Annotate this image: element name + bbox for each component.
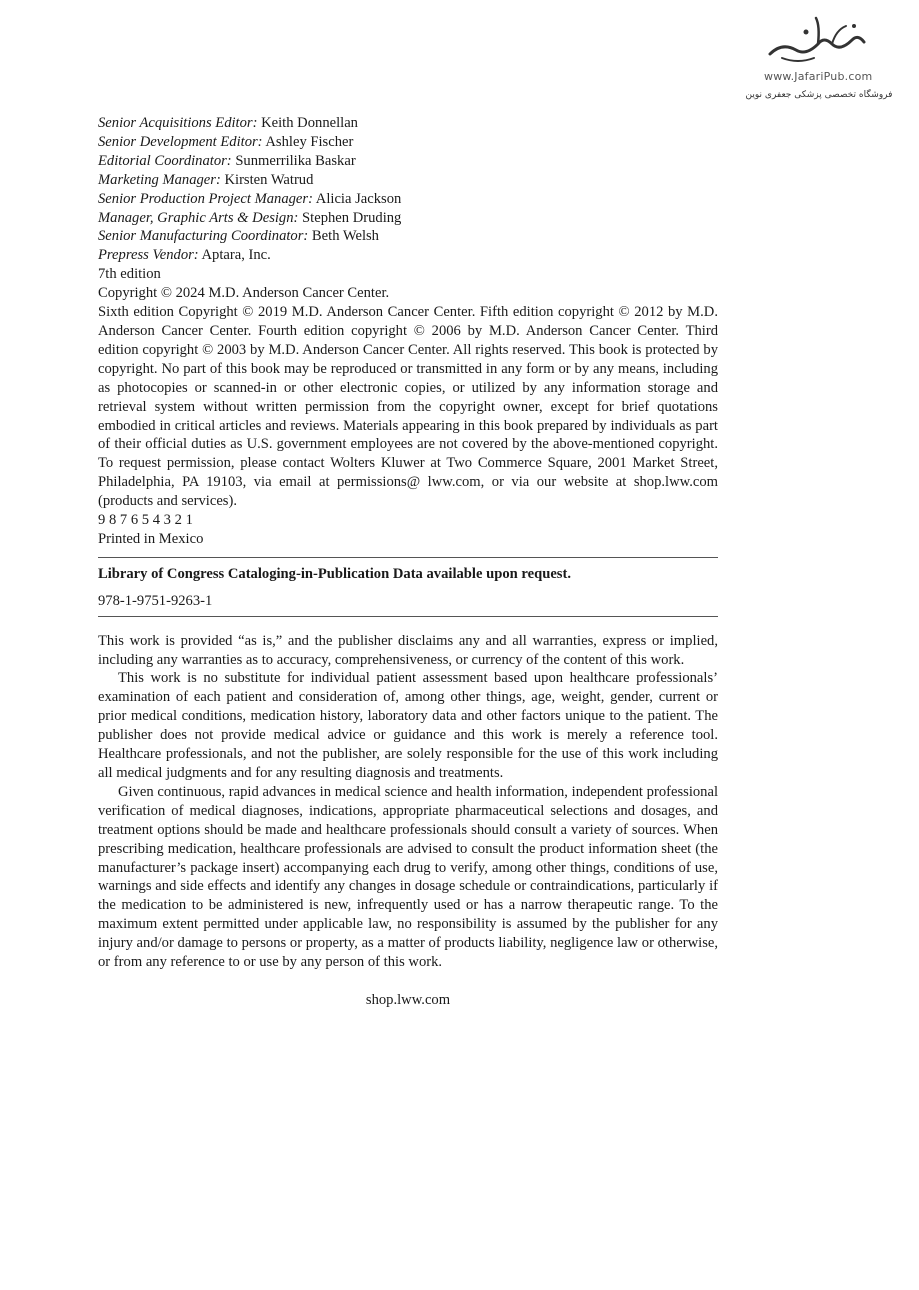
- credit-name: Keith Donnellan: [261, 115, 358, 131]
- credit-name: Sunmerrilika Baskar: [235, 152, 356, 169]
- divider: [98, 616, 718, 617]
- credit-role: Senior Production Project Manager:: [98, 190, 313, 207]
- credit-line: [98, 152, 718, 171]
- disclaimer-paragraph: This work is no substitute for individual patient assessment based upon healthcare professionals’ examination of each patient and consideration of, among other things, age, weight, gender, current or prior medical conditions, medication history, laboratory data and other factors unique to the patient. The publisher does not provide medical advice or guidance and this work is merely a reference tool. Healthcare professionals, and not the publisher, are solely responsible for the use of this work including all medical judgments and for any resulting diagnosis and treatments.: [98, 670, 718, 781]
- edition-statement: 7th edition: [98, 266, 161, 283]
- credit-name: Alicia Jackson: [315, 190, 402, 207]
- rights-paragraph: Sixth edition Copyright © 2019 M.D. Anderson Cancer Center. Fifth edition copyright © 2012 by M.D. Anderson Cancer Center. Fourth edition copyright © 2006 by M.D. Anderson Cancer Center. Third edition copyright © 2003 by M.D. Anderson Cancer Center. All rights reserved. This book is protected by copyright. No part of this book may be reproduced or transmitted in any form or by any means, including as photocopies or scanned-in or other electronic copies, or utilized by any information storage and retrieval system without written permission from the copyright owner, except for brief quotations embodied in critical articles and reviews. Materials appearing in this book prepared by individuals as part of their official duties as U.S. government employees are not covered by the above-mentioned copyright. To request permission, please contact Wolters Kluwer at Two Commerce Square, 2001 Market Street, Philadelphia, PA 19103, via email at permissions@ lww.com, or via our website at shop.lww.com (products and services).: [98, 304, 718, 510]
- credit-line: [98, 227, 718, 246]
- publisher-logo: [740, 14, 900, 106]
- cip-section: [98, 557, 718, 617]
- credit-role: Editorial Coordinator:: [98, 152, 232, 169]
- disclaimer-paragraph: Given continuous, rapid advances in medical science and health information, independent professional verification of medical diagnoses, indications, appropriate pharmaceutical selections and dosages, and treatment options should be made and healthcare professionals should consult a variety of sources. When prescribing medication, healthcare professionals are advised to consult the product information sheet (the manufacturer’s package insert) accompanying each drug to verify, among other things, conditions of use, warnings and side effects and identify any changes in dosage schedule or contraindications, particularly if the medication to be administered is new, infrequently used or has a narrow therapeutic range. To the maximum extent permitted under applicable law, no responsibility is assumed by the publisher for any injury and/or damage to persons or property, as a matter of products liability, negligence law or otherwise, or from any reference to or use by any person of this work.: [98, 783, 718, 971]
- isbn: 978-1-9751-9263-1: [98, 592, 213, 609]
- jafari-calligraphy-icon: [762, 14, 872, 66]
- credit-role: Senior Development Editor:: [98, 133, 263, 150]
- printed-in: Printed in Mexico: [98, 530, 204, 547]
- logo-tagline: فروشگاه تخصصی پزشکی جعفری نوین: [745, 90, 893, 100]
- credit-name: Beth Welsh: [311, 228, 379, 245]
- credit-line: [98, 190, 718, 209]
- divider: [98, 557, 718, 558]
- credit-name: Aptara, Inc.: [201, 247, 271, 264]
- disclaimer-section: [98, 632, 718, 972]
- credit-role: Senior Acquisitions Editor:: [98, 115, 258, 131]
- credit-line: [98, 171, 718, 190]
- credit-role: Manager, Graphic Arts & Design:: [98, 209, 299, 226]
- credit-line: [98, 246, 718, 265]
- print-line: 9 8 7 6 5 4 3 2 1: [98, 512, 193, 529]
- copyright-statement: Copyright © 2024 M.D. Anderson Cancer Center.: [98, 285, 390, 302]
- footer-url[interactable]: shop.lww.com: [365, 991, 451, 1008]
- credit-name: Ashley Fischer: [265, 133, 354, 150]
- credit-name: Kirsten Watrud: [224, 171, 314, 188]
- disclaimer-paragraph: This work is provided “as is,” and the publisher disclaims any and all warranties, express or implied, including any warranties as to accuracy, comprehensiveness, or currency of the content of this work.: [98, 632, 718, 668]
- credit-line: [98, 209, 718, 228]
- credit-line: [98, 114, 718, 133]
- copyright-page: [98, 114, 718, 1024]
- credit-role: Senior Manufacturing Coordinator:: [98, 228, 309, 245]
- logo-url: www.JafariPub.com: [764, 70, 873, 83]
- credit-line: [98, 133, 718, 152]
- credit-role: Marketing Manager:: [98, 171, 221, 188]
- credit-role: Prepress Vendor:: [98, 247, 199, 264]
- library-note: Library of Congress Cataloging-in-Publication Data available upon request.: [98, 565, 571, 582]
- credits-list: [98, 114, 718, 265]
- credit-name: Stephen Druding: [302, 209, 402, 226]
